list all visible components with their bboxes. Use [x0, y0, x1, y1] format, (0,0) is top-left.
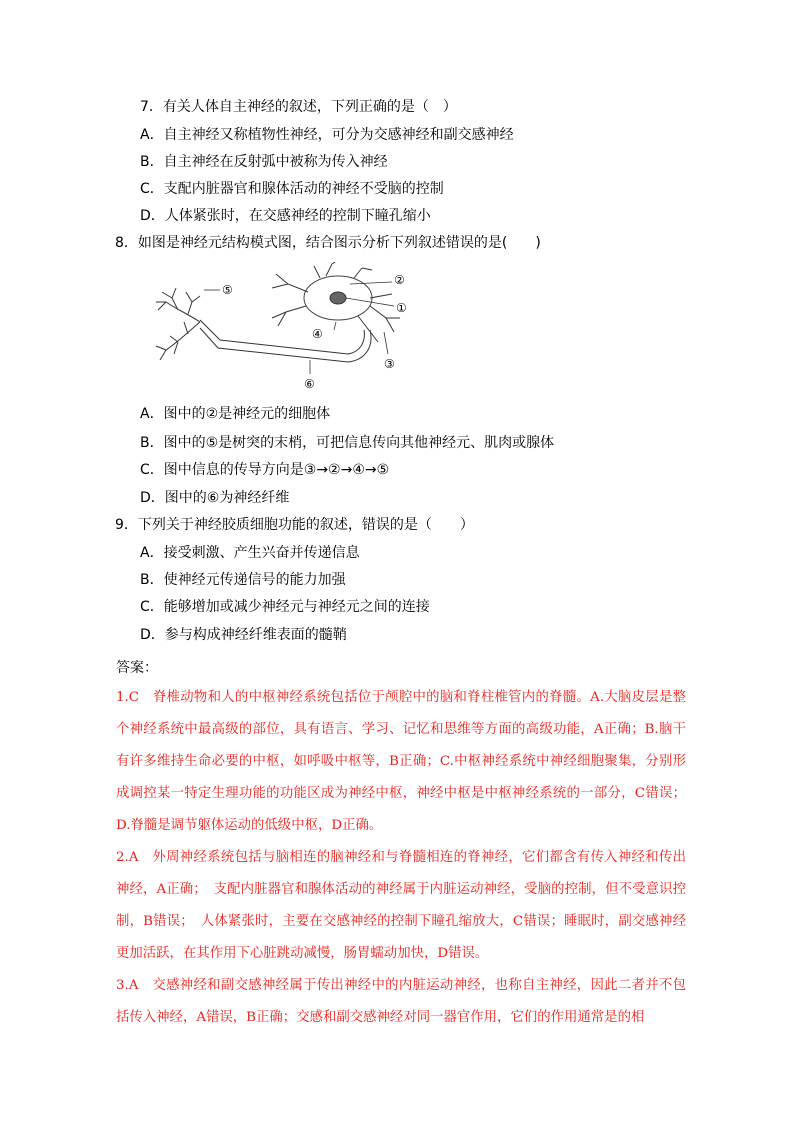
question-8-option-c: C．图中信息的传导方向是③→②→④→⑤	[140, 462, 390, 478]
neuron-diagram	[148, 262, 428, 394]
axon-terminal-branches	[156, 288, 200, 360]
figure-label-4: ④	[312, 327, 323, 341]
answer-1: 1.C 脊椎动物和人的中枢神经系统包括位于颅腔中的脑和脊柱椎管内的脊髓。A.大脑皮层是整个神经系统中最高级的部位，具有语言、学习、记忆和思维等方面的高级功能，A正确；B.脑干有许多维持生命必要的中枢，如呼吸中枢等，B正确；C.中枢神经系统中神经细胞聚集，分别形成调控某一特定生理功能的功能区成为神经中枢，神经中枢是中枢神经系统的一部分，C错误；D.脊髓是调节躯体运动的低级中枢，D正确。	[116, 690, 686, 833]
question-7-stem: 7．有关人体自主神经的叙述，下列正确的是（ ）	[140, 99, 457, 115]
question-7-option-b: B．自主神经在反射弧中被称为传入神经	[140, 154, 388, 170]
figure-label-3: ③	[384, 357, 395, 371]
answer-3: 3.A 交感神经和副交感神经属于传出神经中的内脏运动神经，也称自主神经，因此二者并不包括传入神经，A错误，B正确；交感和副交感神经对同一器官作用，它们的作用通常是的相	[116, 978, 686, 1025]
answers-heading: 答案：	[116, 660, 158, 676]
answer-2: 2.A 外周神经系统包括与脑相连的脑神经和与脊髓相连的脊神经，它们都含有传入神经和传出神经，A正确； 支配内脏器官和腺体活动的神经属于内脏运动神经，受脑的控制，但不受意识控制，B错误； 人体紧张时，主要在交感神经的控制下瞳孔缩放大，C错误；睡眠时，副交感神经更加活跃，在其作用下心脏跳动减慢，肠胃蠕动加快，D错误。	[116, 850, 686, 961]
question-9-option-c: C．能够增加或减少神经元与神经元之间的连接	[140, 599, 430, 615]
question-8-stem: 8．如图是神经元结构模式图，结合图示分析下列叙述错误的是( )	[115, 235, 541, 251]
question-7-option-a: A．自主神经又称植物性神经，可分为交感神经和副交感神经	[140, 127, 514, 143]
question-8-option-a: A．图中的②是神经元的细胞体	[140, 406, 331, 422]
question-9-stem: 9．下列关于神经胶质细胞功能的叙述，错误的是（ ）	[115, 517, 474, 533]
question-9-option-a: A．接受刺激、产生兴奋并传递信息	[140, 545, 360, 561]
figure-label-5: ⑤	[222, 283, 233, 297]
question-7-option-d: D．人体紧张时，在交感神经的控制下瞳孔缩小	[140, 208, 431, 224]
question-9-option-b: B．使神经元传递信号的能力加强	[140, 572, 346, 588]
question-8-option-d: D．图中的⑥为神经纤维	[140, 490, 290, 506]
question-8-option-b: B．图中的⑤是树突的末梢，可把信息传向其他神经元、肌肉或腺体	[140, 435, 555, 451]
question-9-option-d: D．参与构成神经纤维表面的髓鞘	[140, 627, 347, 643]
question-7-option-c: C．支配内脏器官和腺体活动的神经不受脑的控制	[140, 181, 444, 197]
figure-label-1: ①	[396, 301, 407, 315]
figure-label-2: ②	[394, 273, 405, 287]
answers-list	[116, 682, 686, 1034]
figure-label-6: ⑥	[304, 377, 315, 391]
